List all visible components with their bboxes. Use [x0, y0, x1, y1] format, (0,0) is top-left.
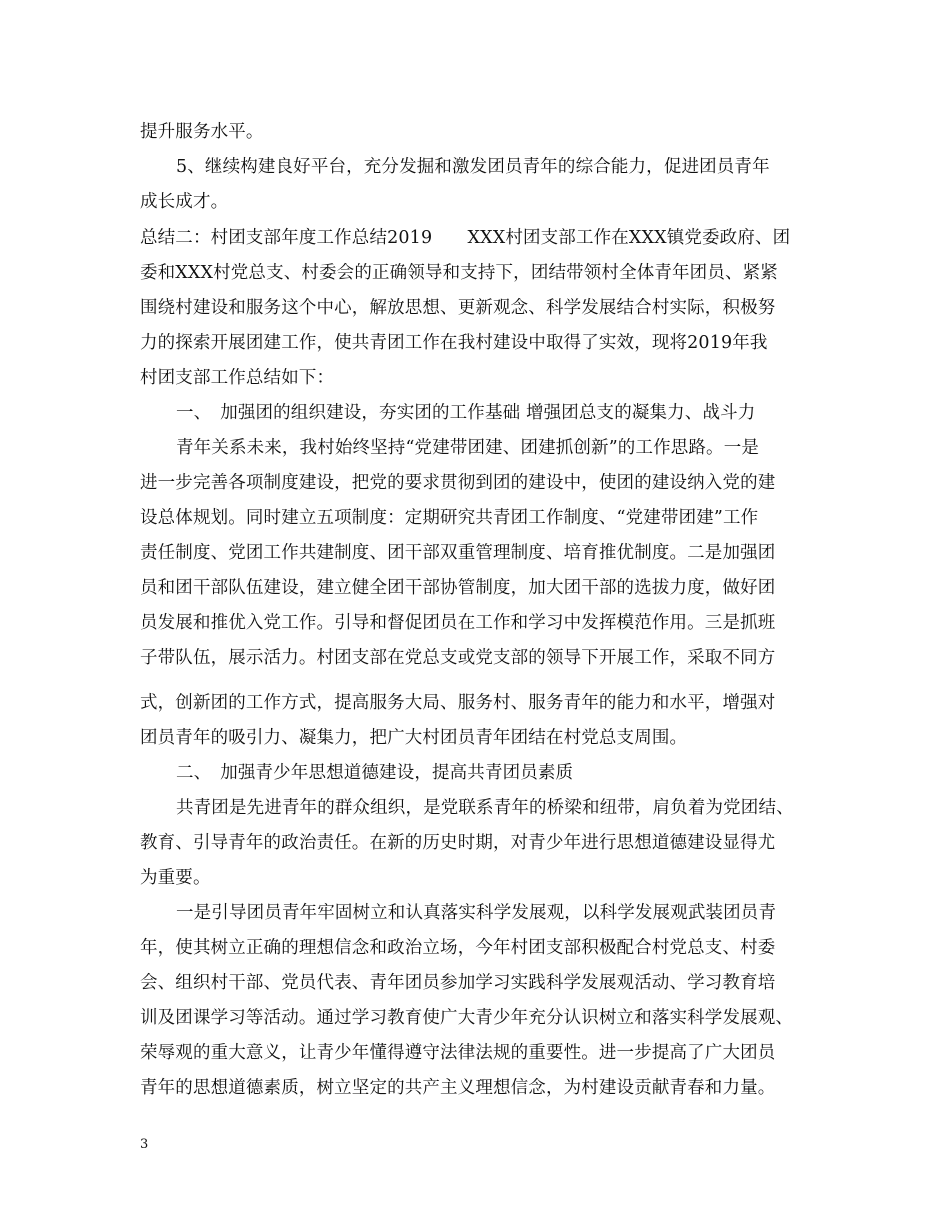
section-heading: 二、 加强青少年思想道德建设，提高共青团员素质	[176, 763, 574, 783]
text-line: 教育、引导青年的政治责任。在新的历史时期，对青少年进行思想道德建设显得尤	[140, 833, 776, 853]
text-line: 员和团干部队伍建设，建立健全团干部协管制度，加大团干部的选拔力度，做好团	[140, 578, 776, 598]
text-line: 一是引导团员青年牢固树立和认真落实科学发展观，以科学发展观武装团员青	[176, 903, 777, 923]
text-line: 5、继续构建良好平台，充分发掘和激发团员青年的综合能力，促进团员青年	[176, 157, 770, 177]
text-line: 青年的思想道德素质，树立坚定的共产主义理想信念，为村建设贡献青春和力量。	[140, 1078, 776, 1098]
text-line: 为重要。	[140, 868, 211, 888]
text-line: 力的探索开展团建工作，使共青团工作在我村建设中取得了实效，现将2019年我	[140, 333, 768, 353]
section-heading: 一、 加强团的组织建设，夯实团的工作基础 增强团总支的凝集力、战斗力	[176, 403, 756, 423]
text-line: 员发展和推优入党工作。引导和督促团员在工作和学习中发挥模范作用。三是抓班	[140, 613, 776, 633]
text-line: 式，创新团的工作方式，提高服务大局、服务村、服务青年的能力和水平，增强对	[140, 693, 776, 713]
text-line: 共青团是先进青年的群众组织，是党联系青年的桥梁和纽带，肩负着为党团结、	[176, 798, 794, 818]
text-line: 荣辱观的重大意义，让青少年懂得遵守法律法规的重要性。进一步提高了广大团员	[140, 1043, 776, 1063]
text-line: 训及团课学习等活动。通过学习教育使广大青少年充分认识树立和落实科学发展观、	[140, 1008, 794, 1028]
text-line: 会、组织村干部、党员代表、青年团员参加学习实践科学发展观活动、学习教育培	[140, 973, 776, 993]
text-line: 设总体规划。同时建立五项制度：定期研究共青团工作制度、“党建带团建”工作	[140, 508, 759, 528]
text-line: 年，使其树立正确的理想信念和政治立场，今年村团支部积极配合村党总支、村委	[140, 938, 776, 958]
text-line: 进一步完善各项制度建设，把党的要求贯彻到团的建设中，使团的建设纳入党的建	[140, 473, 776, 493]
text-line: 围绕村建设和服务这个中心，解放思想、更新观念、科学发展结合村实际，积极努	[140, 298, 776, 318]
text-line: 委和XXX村党总支、村委会的正确领导和支持下，团结带领村全体青年团员、紧紧	[140, 263, 778, 283]
text-line: 总结二：村团支部年度工作总结2019 XXX村团支部工作在XXX镇党委政府、团	[140, 228, 791, 248]
page-number: 3	[140, 1137, 149, 1152]
text-line: 提升服务水平。	[140, 122, 264, 142]
text-line: 子带队伍，展示活力。村团支部在党总支或党支部的领导下开展工作，采取不同方	[140, 648, 776, 668]
text-line: 村团支部工作总结如下：	[140, 368, 335, 388]
text-line: 成长成才。	[140, 192, 229, 212]
text-line: 责任制度、党团工作共建制度、团干部双重管理制度、培育推优制度。二是加强团	[140, 543, 776, 563]
text-line: 青年关系未来，我村始终坚持“党建带团建、团建抓创新”的工作思路。一是	[176, 438, 759, 458]
text-line: 团员青年的吸引力、凝集力，把广大村团员青年团结在村党总支周围。	[140, 728, 688, 748]
